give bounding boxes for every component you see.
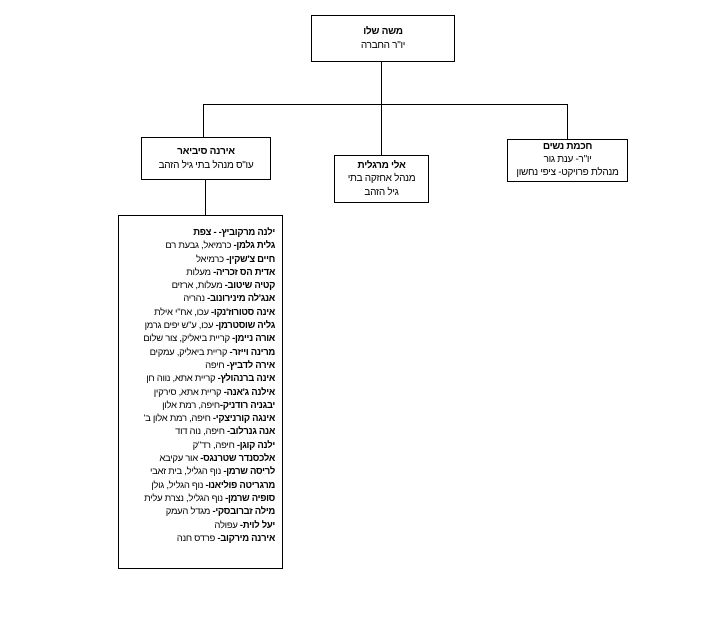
left-manager-name: אירנה סיביאר [177,146,235,157]
staff-name: לריסה שרמן- [223,466,275,478]
staff-name: מרגריטה פוליאנו- [205,479,275,491]
staff-location: נוף הגליל, נצרת עלית [144,492,226,504]
staff-list-item [122,519,275,532]
staff-list-item [122,532,275,545]
staff-list-item [122,465,275,478]
staff-location: מעלות, ארזים [171,280,225,292]
staff-list-item [122,319,275,332]
staff-location: מגדל העמק [165,506,213,518]
staff-name: גלית גלמן- [233,240,275,252]
staff-list-item [122,292,275,305]
staff-location: חיפה, רמת אלון [162,399,220,411]
connector-staff-list-drop [205,180,206,215]
org-node-middle-manager [334,155,429,203]
staff-list-item [122,412,275,425]
staff-name: חיים צ'שקין- [226,253,275,265]
connector-root-vertical [381,62,382,104]
staff-name: יעל לוית- [239,519,275,531]
staff-location: כרמיאל, גבעת רם [165,240,234,252]
staff-location: עפולה [214,519,240,531]
staff-name: אורה ניימן- [232,333,275,345]
staff-list-item [122,359,275,372]
staff-list-item [122,279,275,292]
staff-location: חיפה [205,359,227,371]
middle-manager-title-line2: גיל הזהב [364,186,399,198]
staff-location: חיפה, רד"ק [192,439,237,451]
staff-list-item [122,399,275,412]
staff-list-item [122,479,275,492]
staff-list-item [122,452,275,465]
staff-name: אדית הס זכריה- [213,266,275,278]
staff-location: קריית ביאליק, צור שלום [143,333,233,345]
staff-location: קריית ביאליק, עמקים [149,346,230,358]
staff-name: אלכסנדר שטרנגס- [200,453,275,465]
staff-location: עכו, ע"ש יפים גרמן [144,320,216,332]
staff-location: קריית אתא, סירקין [153,386,224,398]
org-node-left-manager [141,137,271,180]
staff-list-item [122,492,275,505]
staff-list-item [122,266,275,279]
staff-name: אירה לדביץ- [226,359,275,371]
connector-left-drop [203,105,204,137]
connector-horizontal [203,104,568,105]
staff-name: גליה שוסטרמן- [215,320,275,332]
staff-name: אנג'לה מינירונוב- [207,293,275,305]
staff-name: מילה זברובסקי- [212,506,275,518]
org-node-right-group [507,139,628,182]
staff-location: נהריה [183,293,208,305]
staff-list-item [122,439,275,452]
staff-list-item [122,425,275,438]
staff-name: קטיה שיטוב- [224,280,275,292]
connector-middle-drop [381,105,382,155]
staff-location: קריית אתא, נווה חן [146,373,218,385]
staff-list-item [122,239,275,252]
staff-location: כרמיאל [195,253,227,265]
staff-location: חיפה, רמת אלון ב' [143,413,213,425]
right-group-title-line1: יו"ר- ענת גור [543,154,592,166]
staff-name: אינה ברנהולץ- [217,373,275,385]
staff-list-box [118,215,283,569]
middle-manager-title-line1: מנהל אחזקה בתי [347,173,416,185]
staff-location: נוף הגליל, גולן [151,479,206,491]
staff-location: אור עקיבא [159,453,201,465]
left-manager-title: עו"ס מנהל בתי גיל הזהב [158,159,254,171]
staff-location: פרדס חנה [176,532,218,544]
staff-name: אירנה מירקוב- [217,532,275,544]
staff-list-item [122,346,275,359]
middle-manager-name: אלי מרגלית [357,160,406,172]
staff-name: ילנה מרקוביץ- - צפת [193,227,275,238]
right-group-name: חכמת נשים [542,141,593,153]
staff-location: מעלות [186,266,214,278]
staff-location: נוף הגליל, בית זאבי [149,466,224,478]
staff-location: עכו, אח"י אילת [154,306,212,318]
right-group-title-line2: מנהלת פרויקט- ציפי נחשון [516,166,619,178]
staff-list-item [122,372,275,385]
staff-name: אילנה ג'אנה- [223,386,275,398]
staff-list-item [122,505,275,518]
staff-list-item [122,332,275,345]
staff-name: אנה גנרלוב- [227,426,275,438]
staff-name: יבגניה רודניק- [219,399,275,411]
org-node-chairman [311,15,455,62]
staff-name: מרינה וייזר- [229,346,275,358]
staff-name: אינה סטורוז'נקו- [211,306,275,318]
staff-name: ילנה קוגן- [236,439,275,451]
chairman-name: משה שלו [363,26,403,37]
staff-name: סופיה שרמן- [225,492,275,504]
staff-list-item [122,226,275,239]
staff-location: חיפה, נוה דוד [175,426,227,438]
staff-list-item [122,253,275,266]
staff-name: אינגה קורניצקי- [212,413,275,425]
chairman-title: יו"ר החברה [360,39,406,51]
staff-list-item [122,386,275,399]
staff-list-item [122,306,275,319]
connector-right-drop [567,105,568,139]
